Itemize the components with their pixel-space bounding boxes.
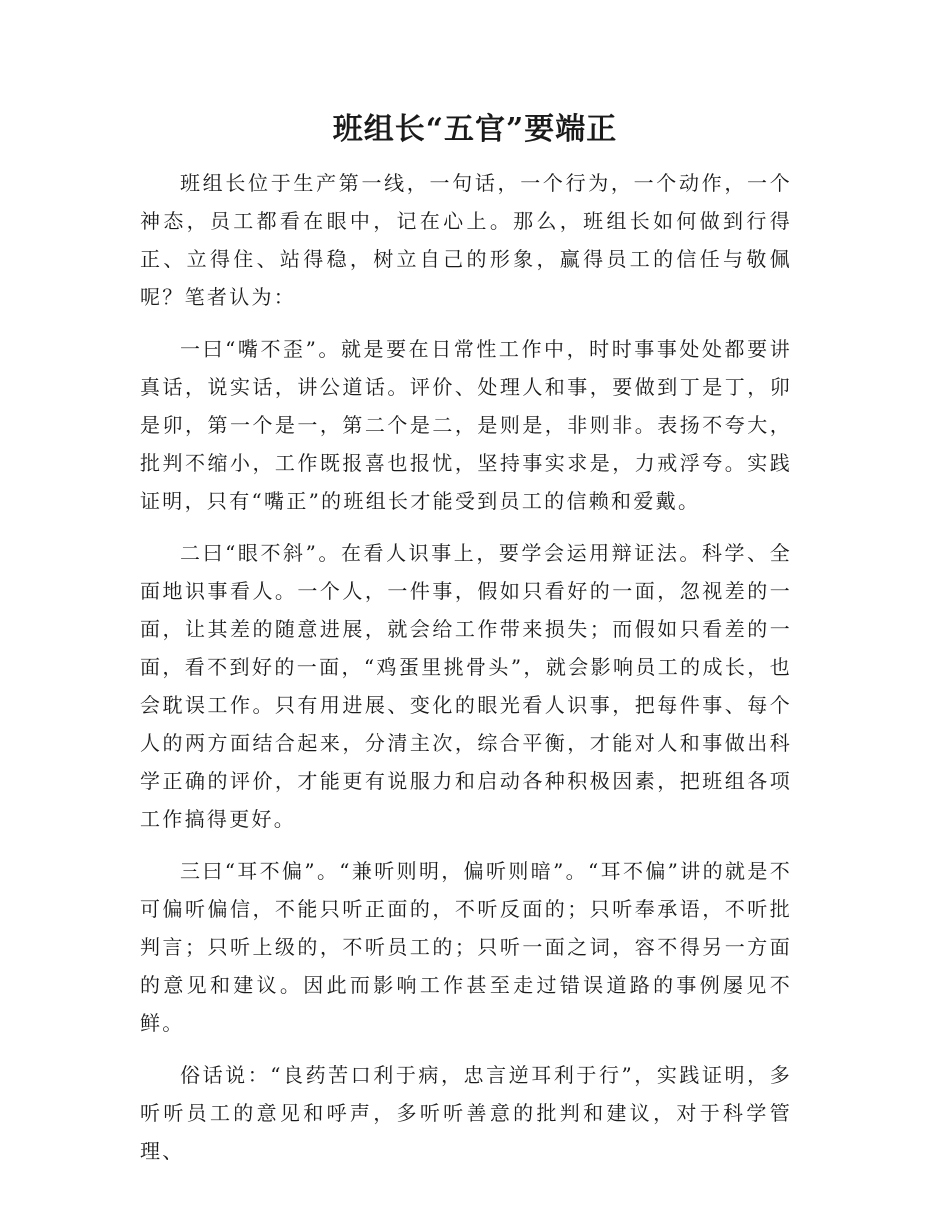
- paragraph-eyes: 二曰“眼不斜”。在看人识事上，要学会运用辩证法。科学、全面地识事看人。一个人，一件事，假如只看好的一面，忽视差的一面，让其差的随意进展，就会给工作带来损失；而假如只看差的一面，看不到好的一面，“鸡蛋里挑骨头”，就会影响员工的成长，也会耽误工作。只有用进展、变化的眼光看人识事，把每件事、每个人的两方面结合起来，分清主次，综合平衡，才能对人和事做出科学正确的评价，才能更有说服力和启动各种积极因素，把班组各项工作搞得更好。: [140, 541, 792, 831]
- paragraph-mouth: 一曰“嘴不歪”。就是要在日常性工作中，时时事事处处都要讲真话，说实话，讲公道话。评价、处理人和事，要做到丁是丁，卯是卯，第一个是一，第二个是二，是则是，非则非。表扬不夸大，批判不缩小，工作既报喜也报忧，坚持事实求是，力戒浮夸。实践证明，只有“嘴正”的班组长才能受到员工的信赖和爱戴。: [140, 337, 792, 513]
- paragraph-ears: 三曰“耳不偏”。“兼听则明，偏听则暗”。“耳不偏”讲的就是不可偏听偏信，不能只听正面的，不听反面的；只听奉承语，不听批判言；只听上级的，不听员工的；只听一面之词，容不得另一方面的意见和建议。因此而影响工作甚至走过错误道路的事例屡见不鲜。: [140, 859, 792, 1035]
- document-body: [140, 164, 792, 1184]
- document-title: 班组长“五官”要端正: [332, 112, 618, 147]
- paragraph-intro: 班组长位于生产第一线，一句话，一个行为，一个动作，一个神态，员工都看在眼中，记在心上。那么，班组长如何做到行得正、立得住、站得稳，树立自己的形象，赢得员工的信任与敬佩呢？笔者认为：: [140, 171, 792, 309]
- paragraph-proverb: 俗话说：“良药苦口利于病，忠言逆耳利于行”，实践证明，多听听员工的意见和呼声，多听听善意的批判和建议，对于科学管理、: [140, 1063, 792, 1163]
